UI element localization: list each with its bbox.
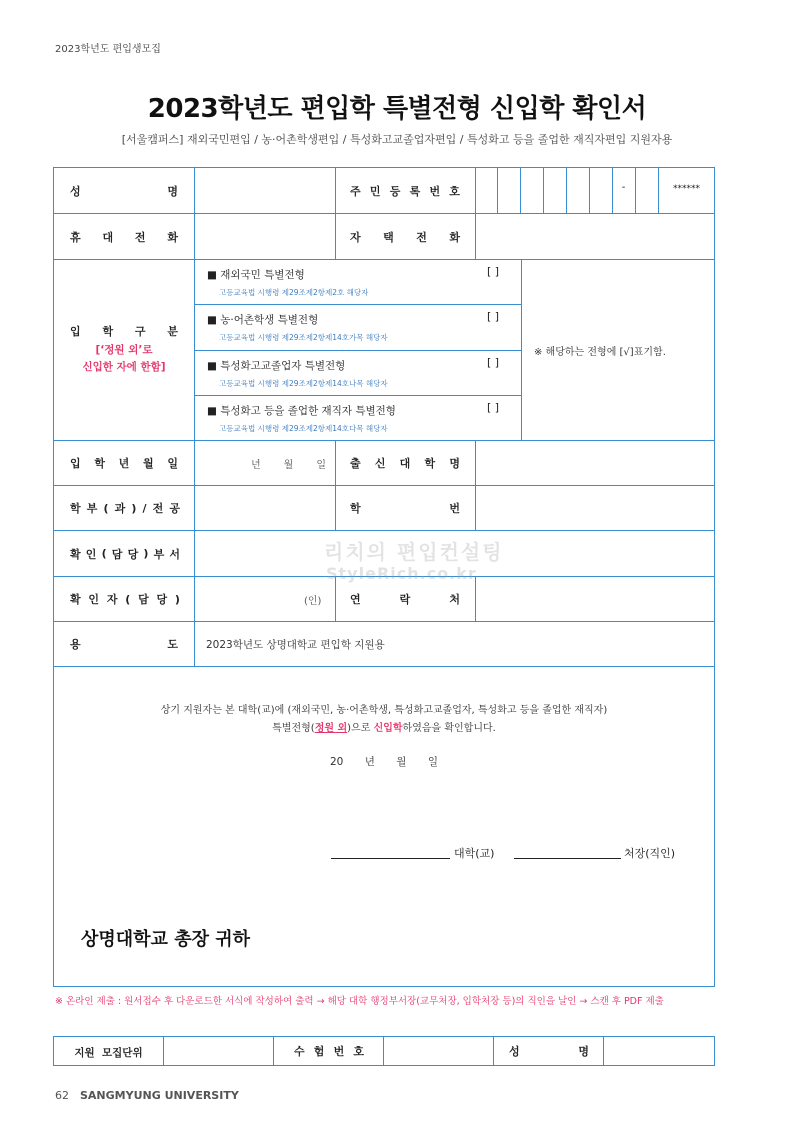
admission-note: [‘정원 외’로 신입한 자에 한함] — [82, 344, 166, 373]
head-signature-line[interactable] — [514, 858, 621, 859]
university-signature-line[interactable] — [331, 858, 450, 859]
origin-university-field[interactable] — [476, 441, 714, 485]
resident-number-label: 주 민 등 록 번 호 — [350, 184, 460, 198]
name-label: 성 명 — [70, 184, 178, 198]
watermark-url: StyleRich.co.kr — [326, 564, 477, 583]
confirmation-form — [53, 167, 715, 987]
option-overseas[interactable]: ■ 재외국민 특별전형 [ ] 고등교육법 시행령 제29조제2항제2호 해당자 — [207, 265, 500, 297]
admission-type-label: 입 학 구 분 — [70, 325, 178, 338]
mobile-phone-field[interactable] — [195, 214, 335, 259]
exam-number-label: 수 험 번 호 — [294, 1045, 364, 1058]
student-number-label: 학 번 — [350, 502, 460, 515]
confirm-department-label: 확 인 ( 담 당 ) 부 서 — [70, 547, 180, 561]
watermark-text: 리치의 편입컨설팅 — [324, 540, 504, 564]
resident-number-mask: ****** — [673, 184, 700, 194]
bottom-name-field[interactable] — [604, 1037, 714, 1065]
recipient: 상명대학교 총장 귀하 — [81, 929, 251, 950]
bottom-name-label: 성 명 — [509, 1045, 589, 1058]
resident-number-dash: - — [621, 182, 626, 193]
statement-quota-out: 정원 외 — [314, 723, 348, 734]
applicant-info-table — [53, 1036, 715, 1066]
home-phone-label: 자 택 전 화 — [350, 230, 460, 244]
page-subtitle: [서울캠퍼스] 재외국민편입 / 농·어촌학생편입 / 특성화고교졸업자편입 / 특성화고 등을 졸업한 재직자편입 지원자용 — [121, 133, 673, 146]
recruit-unit-field[interactable] — [164, 1037, 273, 1065]
entry-date-field[interactable]: 년 월 일 — [251, 459, 326, 471]
exam-number-field[interactable] — [384, 1037, 493, 1065]
major-field[interactable] — [195, 486, 335, 530]
purpose-value: 2023학년도 상명대학교 편입학 지원용 — [206, 639, 385, 651]
home-phone-field[interactable] — [476, 214, 714, 259]
statement-new-admission: 신입학 — [373, 723, 403, 734]
head-suffix: 처장(직인) — [624, 847, 676, 860]
confirmer-seal: (인) — [304, 596, 322, 607]
running-header: 2023학년도 편입생모집 — [55, 44, 161, 55]
statement-date[interactable]: 20 년 월 일 — [330, 755, 438, 768]
contact-label: 연 락 처 — [350, 593, 460, 606]
contact-field[interactable] — [476, 577, 714, 621]
confirmer-label: 확 인 자 ( 담 당 ) — [70, 592, 180, 606]
option-vocational[interactable]: ■ 특성화고교졸업자 특별전형 [ ] 고등교육법 시행령 제29조제2항제14호나목 해당자 — [207, 356, 500, 388]
online-submission-note: ※ 온라인 제출 : 원서접수 후 다운로드한 서식에 작성하여 출력 → 해당 대학 행정부서장(교무처장, 입학처장 등)의 직인을 날인 → 스캔 후 PDF 제출 — [55, 996, 664, 1007]
major-label: 학 부 ( 과 ) / 전 공 — [70, 501, 180, 515]
student-number-field[interactable] — [476, 486, 714, 530]
page-title: 2023학년도 편입학 특별전형 신입학 확인서 — [147, 94, 647, 124]
recruit-unit-label: 지원 모집단위 — [74, 1047, 143, 1059]
statement-line-1: 상기 지원자는 본 대학(교)에 (재외국민, 농·어촌학생, 특성화고교졸업자, 특성화고 등을 졸업한 재직자) — [160, 705, 608, 716]
footer-university: SANGMYUNG UNIVERSITY — [80, 1089, 239, 1102]
option-rural[interactable]: ■ 농·어촌학생 특별전형 [ ] 고등교육법 시행령 제29조제2항제14호가목 해당자 — [207, 310, 500, 342]
option-employed[interactable]: ■ 특성화고 등을 졸업한 재직자 특별전형 [ ] 고등교육법 시행령 제29조제2항제14호다목 해당자 — [207, 401, 500, 433]
name-field[interactable] — [195, 168, 335, 213]
page-number: 62 — [55, 1089, 69, 1102]
entry-date-label: 입 학 년 월 일 — [70, 457, 178, 470]
mobile-phone-label: 휴 대 전 화 — [70, 230, 178, 244]
purpose-label: 용 도 — [70, 638, 178, 651]
option-check-note: ※ 해당하는 전형에 [√]표기함. — [534, 347, 666, 358]
statement-line-2: 특별전형(정원 외)으로 신입학하였음을 확인합니다. — [272, 723, 496, 734]
origin-university-label: 출 신 대 학 명 — [350, 457, 460, 470]
university-suffix: 대학(교) — [454, 847, 495, 860]
